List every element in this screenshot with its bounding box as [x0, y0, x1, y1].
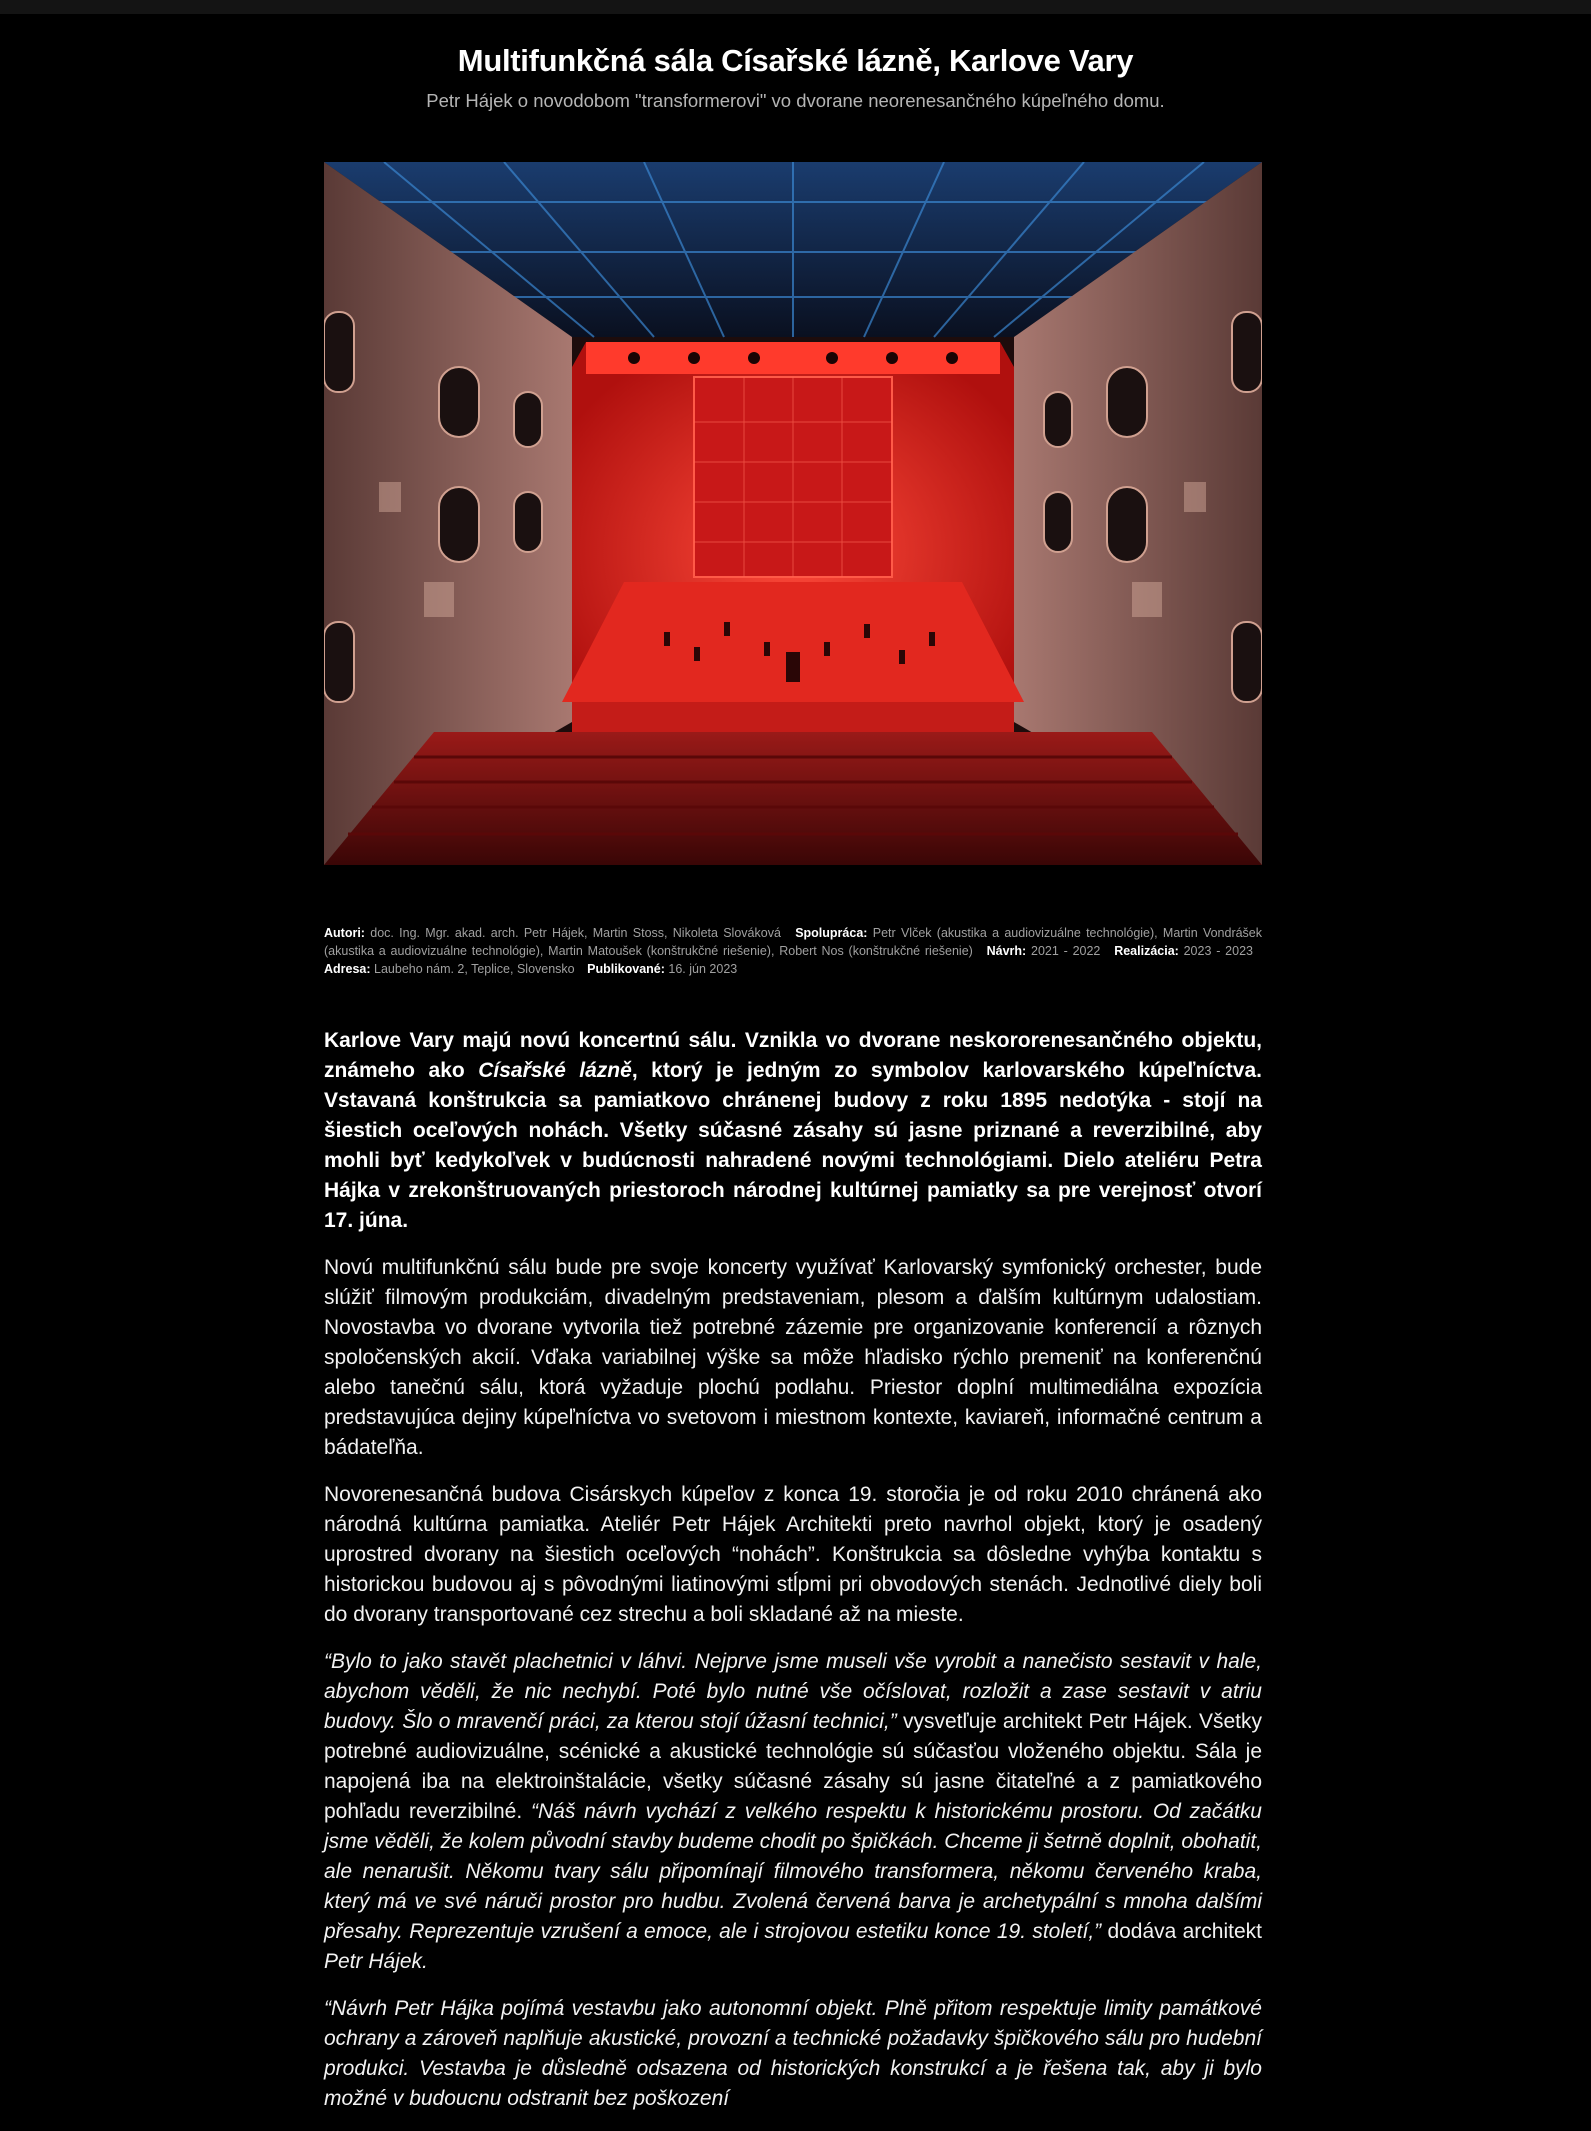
credit-label-address: Adresa:: [324, 962, 371, 976]
credit-label-design: Návrh:: [986, 944, 1027, 958]
credit-label-realization: Realizácia:: [1114, 944, 1179, 958]
credit-label-collaboration: Spolupráca:: [795, 926, 868, 940]
concert-hall-photo: [324, 162, 1262, 865]
paragraph-4: “Návrh Petr Hájka pojímá vestavbu jako autonomní objekt. Plně přitom respektuje limity památkové ochrany a zároveň naplňuje akustické, provozní a technické požadavky špičkového sálu pro hudební produkci. Vestavba je důsledně odsazena od historických konstrukcí a je řešena tak, aby ji bylo možné v budoucnu odstranit bez poškození: [324, 1997, 1262, 2110]
credit-label-authors: Autori:: [324, 926, 365, 940]
top-bar: [0, 0, 1591, 14]
paragraph-1: Novú multifunkčnú sálu bude pre svoje koncerty využívať Karlovarský symfonický orchester, bude slúžiť filmovým produkciám, divadelným predstaveniam, plesom a ďalším kultúrnym udalostiam. Novostavba vo dvorane vytvorila tiež potrebné zázemie pre organizovanie konferencií a rôznych spoločenských akcií. Vďaka variabilnej výške sa môže hľadisko rýchlo premeniť na konferenčnú alebo tanečnú sálu, ktorá vyžaduje plochú podlahu. Priestor doplní multimediálna expozícia predstavujúca dejiny kúpeľníctva vo svetovom i miestnom kontexte, kaviareň, informačné centrum a bádateľňa.: [324, 1256, 1262, 1459]
credit-value-design: 2021 - 2022: [1031, 944, 1101, 958]
paragraph-2: Novorenesančná budova Cisárskych kúpeľov z konca 19. storočia je od roku 2010 chránená ako národná kultúrna pamiatka. Ateliér Petr Hájek Architekti preto navrhol objekt, ktorý je osadený uprostred dvorany na šiestich oceľových “nohách”. Konštrukcia sa dôsledne vyhýba kontaktu s historickou budovou aj s pôvodnými liatinovými stĺpmi pri obvodových stenách. Jednotlivé diely boli do dvorany transportované cez strechu a boli skladané až na mieste.: [324, 1483, 1262, 1626]
article-header: [0, 40, 1591, 114]
credits: [324, 924, 1262, 978]
credit-value-address: Laubeho nám. 2, Teplice, Slovensko: [374, 962, 575, 976]
paragraph-3: “Bylo to jako stavět plachetnici v láhvi. Nejprve jsme museli vše vyrobit a nanečisto sestavit v hale, abychom věděli, že nic nechybí. Poté bylo nutné vše očíslovat, rozložit a zase sestavit v atriu budovy. Šlo o mravenčí práci, za kterou stojí úžasní technici,” vysvetľuje architekt Petr Hájek. Všetky potrebné audiovizuálne, scénické a akustické technológie sú súčasťou vloženého objektu. Sála je napojená iba na elektroinštalácie, všetky súčasné zásahy sú jasne čitateľné a z pamiatkového pohľadu reverzibilné. “Náš návrh vychází z velkého respektu k historickému prostoru. Od začátku jsme věděli, že kolem původní stavby budeme chodit po špičkách. Chceme ji šetrně doplnit, obohatit, ale nenarušit. Někomu tvary sálu připomínají filmového transformera, někomu červeného kraba, který má ve své náruči prostor pro hudbu. Zvolená červená barva je archetypální s mnoha dalšími přesahy. Reprezentuje vzrušení a emoce, ale i strojovou estetiku konce 19. století,” dodáva architekt Petr Hájek.: [324, 1650, 1262, 1973]
page-subtitle: Petr Hájek o novodobom "transformerovi" vo dvorane neorenesančného kúpeľného domu.: [426, 90, 1165, 111]
credit-value-realization: 2023 - 2023: [1183, 944, 1253, 958]
page-title: Multifunkčná sála Císařské lázně, Karlove Vary: [457, 43, 1134, 78]
credit-value-published: 16. jún 2023: [668, 962, 738, 976]
credit-value-authors: doc. Ing. Mgr. akad. arch. Petr Hájek, Martin Stoss, Nikoleta Slováková: [370, 926, 781, 940]
lead-paragraph: Karlove Vary majú novú koncertnú sálu. Vznikla vo dvorane neskororenesančného objektu, známeho ako Císařské lázně, ktorý je jedným zo symbolov karlovarského kúpeľníctva. Vstavaná konštrukcia sa pamiatkovo chránenej budovy z roku 1895 nedotýka - stojí na šiestich oceľových nohách. Všetky súčasné zásahy sú jasne priznané a reverzibilné, aby mohli byť kedykoľvek v budúcnosti nahradené novými technológiami. Dielo ateliéru Petra Hájka v zrekonštruovaných priestoroch národnej kultúrnej pamiatky sa pre verejnosť otvorí 17. júna.: [324, 1029, 1262, 1232]
credit-label-published: Publikované:: [587, 962, 665, 976]
credit-value-collaboration: Petr Vlček (akustika a audiovizuálne technológie), Martin Vondrášek (akustika a audiovizuálne technológie), Martin Matoušek (konštrukčné riešenie), Robert Nos (konštrukčné riešenie): [324, 926, 1263, 958]
article-body: [324, 1026, 1262, 2131]
